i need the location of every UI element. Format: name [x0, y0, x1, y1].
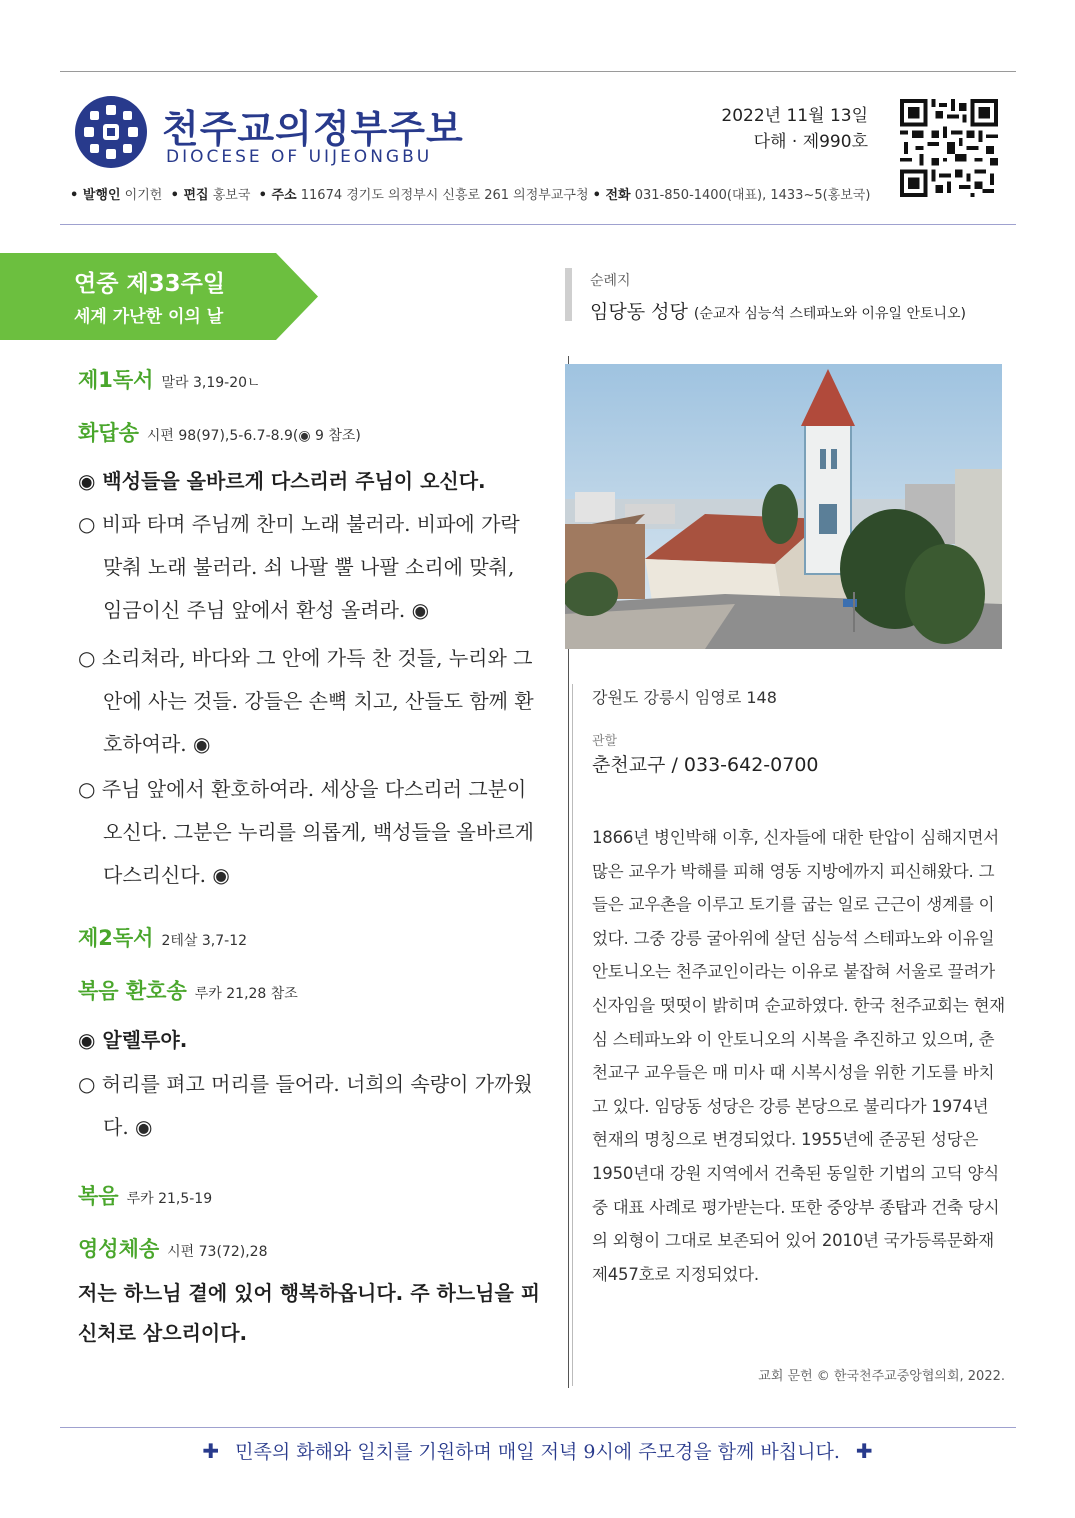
- qr-code-icon: [900, 99, 998, 197]
- psalm-verse: ○ 비파 타며 주님께 찬미 노래 불러라. 비파에 가락 맞춰 노래 불러라. 쇠 나팔 뿔 나팔 소리에 맞춰, 임금이신 주님 앞에서 환성 올려라. ◉: [78, 512, 520, 622]
- cross-icon: ✚: [202, 1439, 220, 1463]
- acclamation-response: ◉ 알렐루야.: [78, 1028, 188, 1052]
- top-rule: [60, 71, 1016, 72]
- issue-date: 2022년 11월 13일: [721, 106, 868, 126]
- issue-number: 다해 · 제990호: [753, 132, 868, 152]
- psalm-heading: 화답송 시편 98(97),5-6.7-8.9(◉ 9 참조): [78, 421, 361, 445]
- communion-antiphon: 저는 하느님 곁에 있어 행복하옵니다. 주 하느님을 피신처로 삼으리이다.: [78, 1281, 541, 1345]
- masthead-subtitle: DIOCESE OF UIJEONGBU: [166, 147, 433, 167]
- pilgrimage-label: 순례지: [590, 273, 631, 289]
- acclamation-verse: ○ 허리를 펴고 머리를 들어라. 너희의 속량이 가까웠다. ◉: [78, 1072, 533, 1139]
- footer-prayer: ✚ 민족의 화해와 일치를 기원하며 매일 저녁 9시에 주모경을 함께 바칩니다. ✚: [202, 1439, 873, 1463]
- second-reading-heading: 제2독서 2테살 3,7-12: [78, 926, 248, 950]
- first-reading-heading: 제1독서 말라 3,19-20ㄴ: [78, 368, 261, 392]
- psalm-verse: ○ 소리쳐라, 바다와 그 안에 가득 찬 것들, 누리와 그 안에 사는 것들. 강들은 손뼉 치고, 산들도 함께 환호하여라. ◉: [78, 646, 534, 756]
- footer-rule: [60, 1427, 1016, 1428]
- psalm-response: ◉ 백성들을 올바르게 다스리러 주님이 오신다.: [78, 469, 486, 493]
- acclamation-heading: 복음 환호송 루카 21,28 참조: [78, 979, 298, 1003]
- cross-icon: ✚: [855, 1439, 873, 1463]
- psalm-verse: ○ 주님 앞에서 환호하여라. 세상을 다스리러 그분이 오신다. 그분은 누리를 의롭게, 백성들을 올바르게 다스리신다. ◉: [78, 777, 534, 887]
- church-description: 1866년 병인박해 이후, 신자들에 대한 탄압이 심해지면서 많은 교우가 박해를 피해 영동 지방에까지 피신해왔다. 그들은 교우촌을 이루고 토기를 굽는 일로 근근이 생계를 이었다. 그중 강릉 굴아위에 살던 심능석 스테파노와 이유일 안토니오는 천주교인이라는 이유로 붙잡혀 서울로 끌려가 신자임을 떳떳이 밝히며 순교하였다. 한국 천주교회는 현재 심 스테파노와 이 안토니오의 시복을 추진하고 있으며, 춘천교구 교우들은 매 미사 때 시복시성을 위한 기도를 바치고 있다. 임당동 성당은 강릉 본당으로 불리다가 1974년 현재의 명칭으로 변경되었다. 1955년에 준공된 성당은 1950년대 강원 지역에서 건축된 동일한 기법의 고딕 양식 중 대표 사례로 평가받는다. 또한 중앙부 종탑과 건축 당시의 외형이 그대로 보존되어 있어 2010년 국가등록문화재 제457호로 지정되었다.: [592, 828, 1006, 1284]
- masthead-title: 천주교의정부주보: [162, 107, 464, 151]
- pilgrimage-accent-bar: [565, 268, 572, 321]
- sunday-subtitle: 세계 가난한 이의 날: [74, 307, 224, 327]
- church-photo: [565, 364, 1002, 649]
- jurisdiction-value: 춘천교구 / 033-642-0700: [592, 754, 819, 776]
- communion-heading: 영성체송 시편 73(72),28: [78, 1237, 268, 1261]
- publication-info: • 발행인 이기헌 • 편집 홍보국 • 주소 11674 경기도 의정부시 신흥로 261 의정부교구청 • 전화 031-850-1400(대표), 1433~5(홍보국): [70, 188, 871, 203]
- sunday-title: 연중 제33주일: [74, 271, 226, 297]
- source-credit: 교회 문헌 © 한국천주교중앙협의회, 2022.: [758, 1369, 1005, 1384]
- jurisdiction-label: 관할: [592, 734, 618, 749]
- pilgrimage-side-rule: [572, 684, 573, 1386]
- issue-info: [721, 103, 868, 155]
- gospel-heading: 복음 루카 21,5-19: [78, 1184, 213, 1208]
- diocese-logo-icon: [75, 96, 147, 168]
- church-address: 강원도 강릉시 임영로 148: [592, 688, 777, 707]
- header-rule: [60, 224, 1016, 225]
- pilgrimage-title: 임당동 성당 (순교자 심능석 스테파노와 이유일 안토니오): [590, 301, 967, 323]
